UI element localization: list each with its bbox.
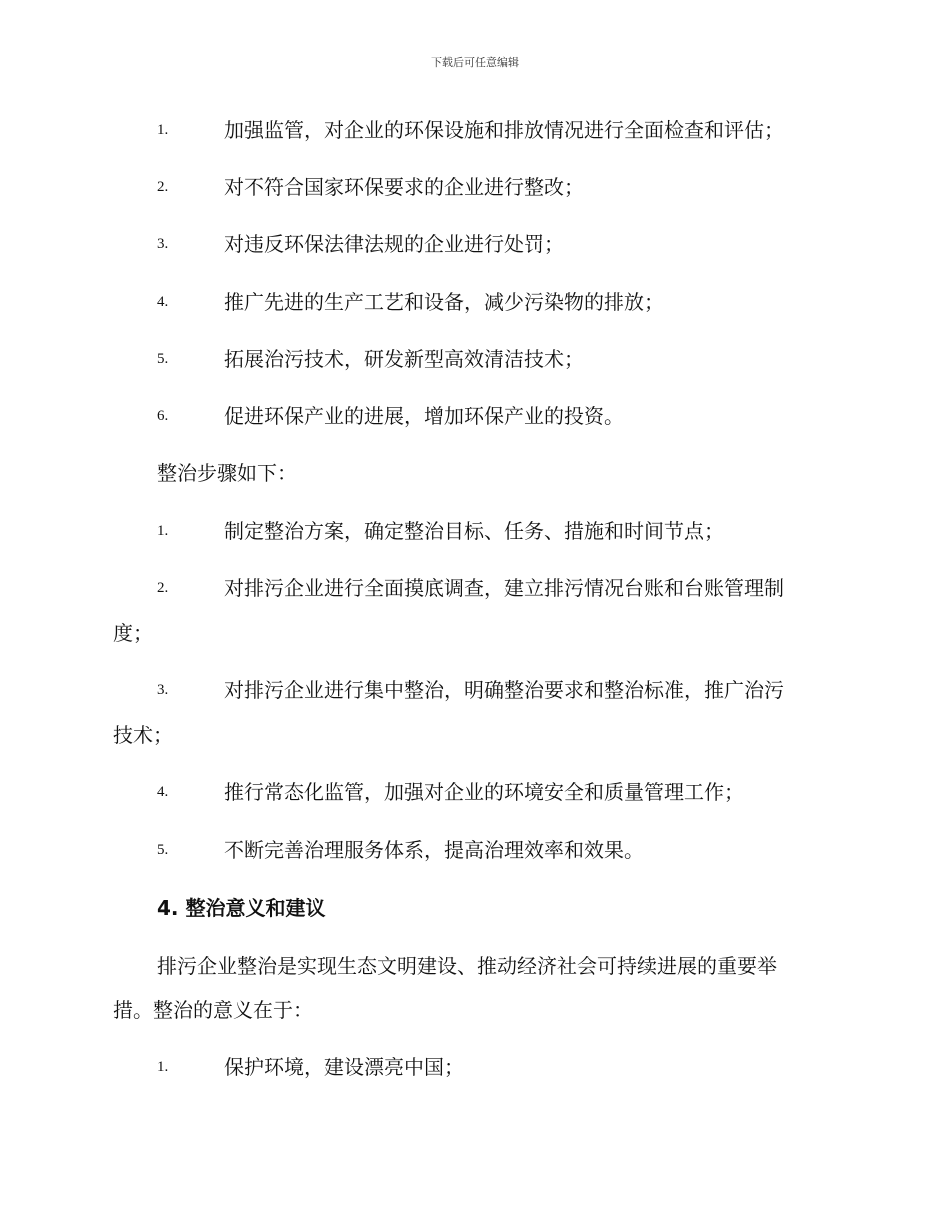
list-number: 2. — [157, 580, 169, 596]
list-number: 1. — [157, 523, 169, 539]
list-text-continuation: 技术； — [113, 723, 173, 747]
list-text: 加强监管，对企业的环保设施和排放情况进行全面检查和评估； — [224, 118, 784, 142]
list-number: 5. — [157, 842, 169, 858]
steps-intro: 整治步骤如下： — [157, 461, 297, 485]
paragraph-line: 措。整治的意义在于： — [113, 998, 313, 1022]
list-text: 推行常态化监管，加强对企业的环境安全和质量管理工作； — [224, 780, 744, 804]
list-number: 3. — [157, 682, 169, 698]
list-text: 制定整治方案，确定整治目标、任务、措施和时间节点； — [224, 519, 724, 543]
list-text: 保护环境，建设漂亮中国； — [224, 1055, 464, 1079]
list-text: 对不符合国家环保要求的企业进行整改； — [224, 175, 584, 199]
list-number: 2. — [157, 179, 169, 195]
section-heading: 4. 整治意义和建议 — [157, 896, 326, 920]
list-number: 3. — [157, 236, 169, 252]
list-text: 对排污企业进行全面摸底调查，建立排污情况台账和台账管理制 — [224, 576, 784, 600]
list-text: 拓展治污技术，研发新型高效清洁技术； — [224, 347, 584, 371]
paragraph-line: 排污企业整治是实现生态文明建设、推动经济社会可持续进展的重要举 — [157, 954, 777, 978]
list-text: 推广先进的生产工艺和设备，减少污染物的排放； — [224, 290, 664, 314]
page-header: 下载后可任意编辑 — [431, 56, 519, 69]
list-text: 不断完善治理服务体系，提高治理效率和效果。 — [224, 838, 644, 862]
list-text: 对违反环保法律法规的企业进行处罚； — [224, 232, 564, 256]
list-number: 6. — [157, 408, 169, 424]
list-number: 5. — [157, 351, 169, 367]
list-text-continuation: 度； — [113, 621, 153, 645]
list-text: 对排污企业进行集中整治，明确整治要求和整治标准，推广治污 — [224, 678, 784, 702]
list-number: 4. — [157, 784, 169, 800]
list-number: 1. — [157, 122, 169, 138]
list-number: 4. — [157, 294, 169, 310]
list-text: 促进环保产业的进展，增加环保产业的投资。 — [224, 404, 624, 428]
list-number: 1. — [157, 1059, 169, 1075]
